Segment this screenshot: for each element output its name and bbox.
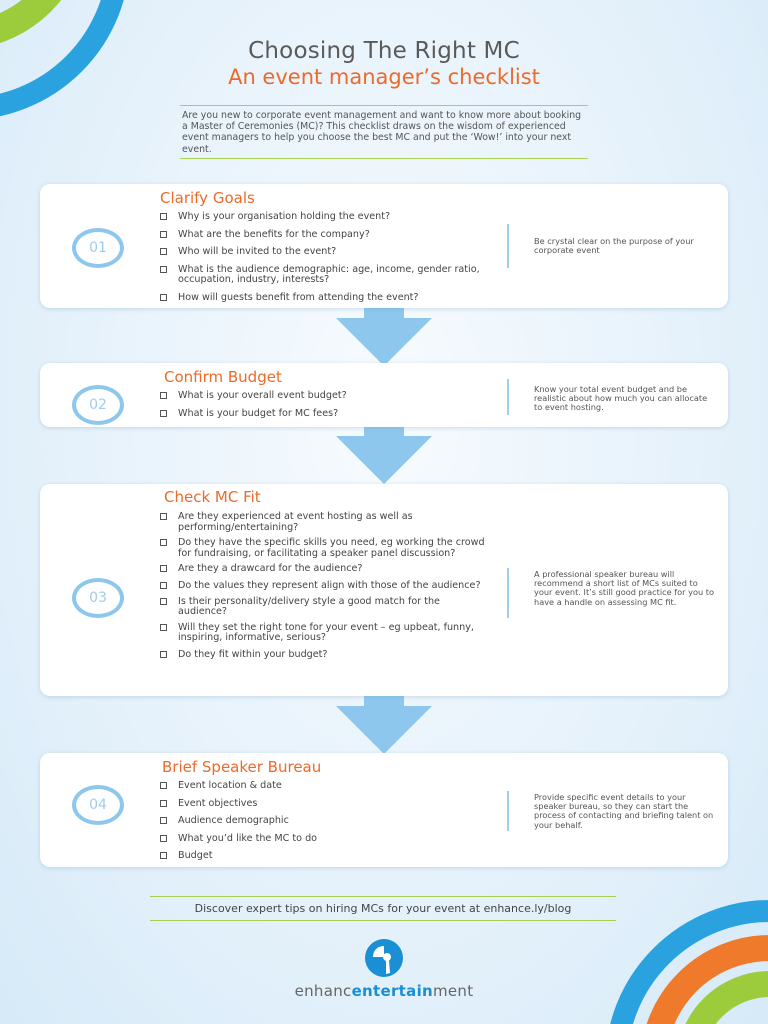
checkbox-icon[interactable]: [160, 817, 167, 824]
checklist: [160, 512, 490, 661]
step-card-brief-speaker-bureau: [40, 753, 728, 867]
step-number-badge: 02: [72, 385, 124, 425]
checklist-item[interactable]: Will they set the right tone for your event – eg upbeat, funny, inspiring, informative, serious?: [160, 623, 490, 644]
checkbox-icon[interactable]: [160, 582, 167, 589]
checklist: [160, 391, 500, 419]
checklist: [160, 212, 500, 304]
checklist-item[interactable]: What is your overall event budget?: [160, 391, 500, 402]
step-note: A professional speaker bureau will recommend a short list of MCs suited to your event. It’s still good practice for you to have a handle on assessing MC fit.: [534, 569, 714, 607]
checkbox-icon[interactable]: [160, 852, 167, 859]
step-card-confirm-budget: [40, 363, 728, 427]
checklist-item[interactable]: Do the values they represent align with those of the audience?: [160, 581, 490, 592]
checklist-item[interactable]: What is your budget for MC fees?: [160, 409, 500, 420]
intro-paragraph: Are you new to corporate event management and want to know more about booking a Master of Ceremonies (MC)? This checklist draws on the wisdom of experienced event managers to help you choose the best MC and put the ‘Wow!’ into your next event.: [180, 105, 588, 159]
down-arrow-icon: [336, 436, 432, 484]
enhance-logo-icon: [364, 938, 404, 978]
checklist-item[interactable]: What is the audience demographic: age, income, gender ratio, occupation, industry, interests?: [160, 265, 480, 286]
checkbox-icon[interactable]: [160, 539, 167, 546]
checkbox-icon[interactable]: [160, 266, 167, 273]
step-card-check-mc-fit: [40, 484, 728, 696]
checklist-item[interactable]: Why is your organisation holding the event?: [160, 212, 500, 223]
checklist-item[interactable]: Do they have the specific skills you need, eg working the crowd for fundraising, or facilitating a speaker panel discussion?: [160, 538, 490, 559]
down-arrow-icon: [336, 318, 432, 366]
checklist-item[interactable]: How will guests benefit from attending the event?: [160, 293, 500, 304]
checklist-item[interactable]: Budget: [160, 851, 500, 862]
checklist-item[interactable]: Are they experienced at event hosting as well as performing/entertaining?: [160, 512, 470, 533]
checkbox-icon[interactable]: [160, 294, 167, 301]
checkbox-icon[interactable]: [160, 782, 167, 789]
page-title: Choosing The Right MC: [248, 38, 520, 64]
checklist-item[interactable]: Event location & date: [160, 781, 500, 792]
step-card-clarify-goals: [40, 184, 728, 308]
step-title: Check MC Fit: [164, 488, 261, 506]
step-note: Know your total event budget and be realistic about how much you can allocate to event hosting.: [534, 384, 708, 413]
checklist-item[interactable]: Is their personality/delivery style a good match for the audience?: [160, 597, 490, 618]
step-note: Provide specific event details to your speaker bureau, so they can start the process of contacting and briefing talent on your behalf.: [534, 792, 714, 830]
checklist-item[interactable]: What are the benefits for the company?: [160, 230, 500, 241]
down-arrow-icon: [336, 706, 432, 754]
checkbox-icon[interactable]: [160, 513, 167, 520]
checkbox-icon[interactable]: [160, 651, 167, 658]
step-title: Clarify Goals: [160, 189, 255, 207]
checkbox-icon[interactable]: [160, 565, 167, 572]
checkbox-icon[interactable]: [160, 800, 167, 807]
checkbox-icon[interactable]: [160, 213, 167, 220]
divider: [507, 791, 509, 831]
checkbox-icon[interactable]: [160, 231, 167, 238]
divider: [507, 224, 509, 268]
divider: [507, 379, 509, 415]
brand-wordmark: enhancentertainment: [294, 982, 474, 1000]
step-note: Be crystal clear on the purpose of your corporate event: [534, 236, 694, 256]
step-title: Confirm Budget: [164, 368, 282, 386]
checklist-item[interactable]: Who will be invited to the event?: [160, 247, 500, 258]
checkbox-icon[interactable]: [160, 835, 167, 842]
step-number-badge: 04: [72, 785, 124, 825]
step-number-badge: 01: [72, 228, 124, 268]
checklist-item[interactable]: Event objectives: [160, 799, 500, 810]
step-title: Brief Speaker Bureau: [162, 758, 322, 776]
checklist-item[interactable]: Do they fit within your budget?: [160, 650, 490, 661]
checkbox-icon[interactable]: [160, 598, 167, 605]
checkbox-icon[interactable]: [160, 624, 167, 631]
divider: [507, 568, 509, 618]
checkbox-icon[interactable]: [160, 392, 167, 399]
checklist-item[interactable]: What you’d like the MC to do: [160, 834, 500, 845]
page-subtitle: An event manager’s checklist: [228, 65, 540, 89]
checkbox-icon[interactable]: [160, 248, 167, 255]
discover-link[interactable]: Discover expert tips on hiring MCs for your event at enhance.ly/blog: [150, 896, 616, 921]
checklist-item[interactable]: Are they a drawcard for the audience?: [160, 564, 490, 575]
checklist-item[interactable]: Audience demographic: [160, 816, 500, 827]
checkbox-icon[interactable]: [160, 410, 167, 417]
step-number-badge: 03: [72, 578, 124, 618]
checklist: [160, 781, 500, 862]
